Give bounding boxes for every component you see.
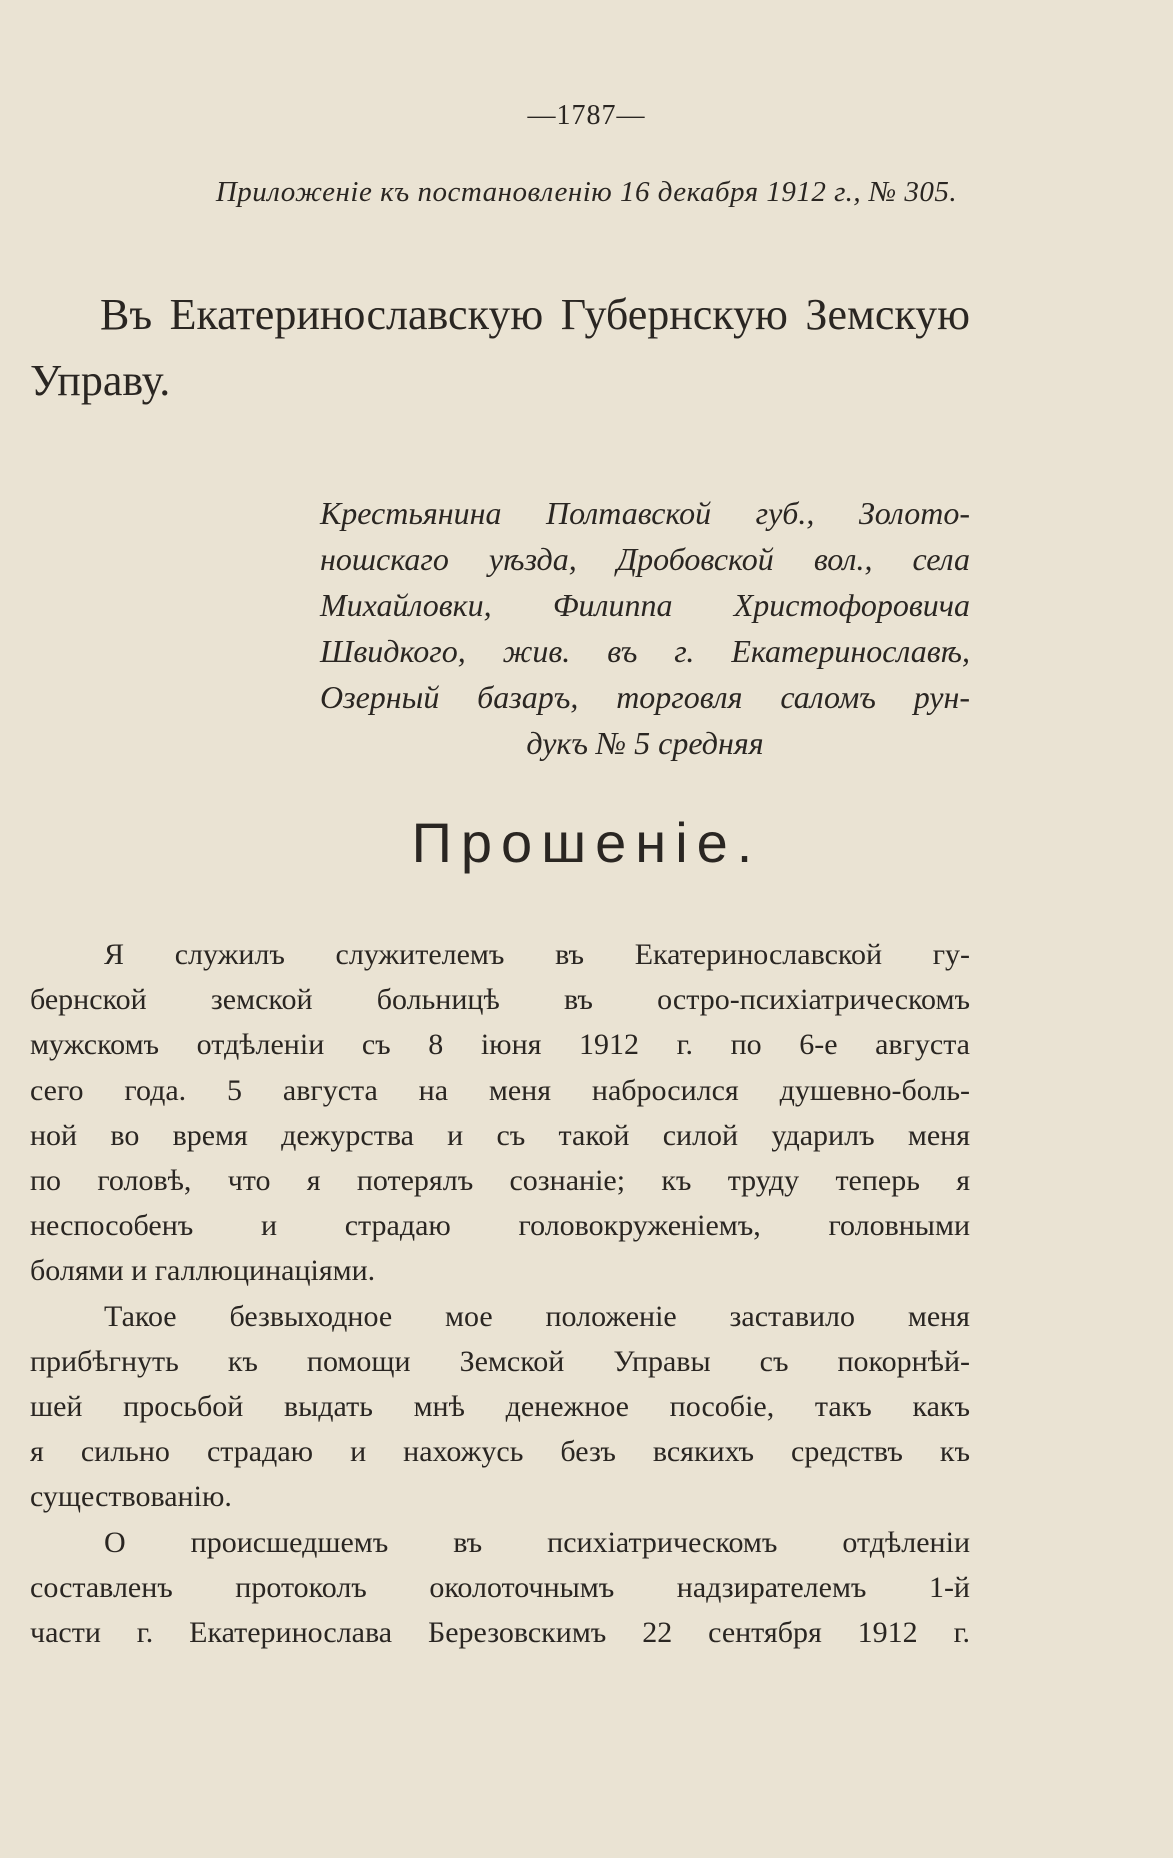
text-line: составленъ протоколъ околоточнымъ надзирателемъ 1-й: [30, 1570, 970, 1604]
text-line: мужскомъ отдѣленіи съ 8 іюня 1912 г. по 6-е августа: [30, 1028, 970, 1062]
petitioner-line: ношскаго уѣзда, Дробовской вол., села: [320, 541, 970, 577]
text-line: по головѣ, что я потерялъ сознаніе; къ труду теперь я: [30, 1164, 970, 1198]
petitioner-line: Михайловки, Филиппа Христофоровича: [320, 587, 970, 623]
text-line: болями и галлюцинаціями.: [30, 1254, 376, 1288]
text-line: бернской земской больницѣ въ остро-психіатрическомъ: [30, 983, 970, 1017]
document-title: Прошеніе.: [411, 811, 762, 874]
addressee: Въ Екатеринославскую Губернскую Земскую Управу.: [30, 290, 970, 405]
appendix-note: Приложеніе къ постановленію 16 декабря 1912 г., № 305.: [215, 176, 958, 208]
paragraph: [30, 932, 970, 1294]
text-line: сего года. 5 августа на меня набросился душевно-боль-: [30, 1073, 970, 1107]
paragraph: [30, 1520, 970, 1656]
petitioner-line: дукъ № 5 средняя: [526, 725, 764, 761]
petition-body: [30, 932, 970, 1655]
paragraph: [30, 1294, 970, 1520]
text-line: я сильно страдаю и нахожусь безъ всякихъ средствъ къ: [30, 1435, 970, 1469]
text-line: шей просьбой выдать мнѣ денежное пособіе, такъ какъ: [30, 1390, 970, 1424]
text-line: О происшедшемъ въ психіатрическомъ отдѣленіи: [104, 1525, 970, 1559]
petitioner-block: [320, 490, 970, 766]
text-line: части г. Екатеринослава Березовскимъ 22 сентября 1912 г.: [30, 1616, 970, 1650]
text-line: ной во время дежурства и съ такой силой ударилъ меня: [30, 1118, 970, 1152]
petitioner-line: Крестьянина Полтавской губ., Золото-: [320, 495, 970, 531]
text-line: неспособенъ и страдаю головокруженіемъ, головными: [30, 1209, 970, 1243]
petitioner-line: Швидкого, жив. въ г. Екатеринославѣ,: [320, 633, 970, 669]
petitioner-line: Озерный базаръ, торговля саломъ рун-: [320, 679, 970, 715]
page-number: —1787—: [527, 100, 646, 131]
text-line: Я служилъ служителемъ въ Екатеринославской гу-: [104, 938, 970, 971]
text-line: Такое безвыходное мое положеніе заставило меня: [104, 1299, 970, 1333]
text-line: существованію.: [30, 1480, 232, 1514]
text-line: прибѣгнуть къ помощи Земской Управы съ покорнѣй-: [30, 1344, 970, 1378]
